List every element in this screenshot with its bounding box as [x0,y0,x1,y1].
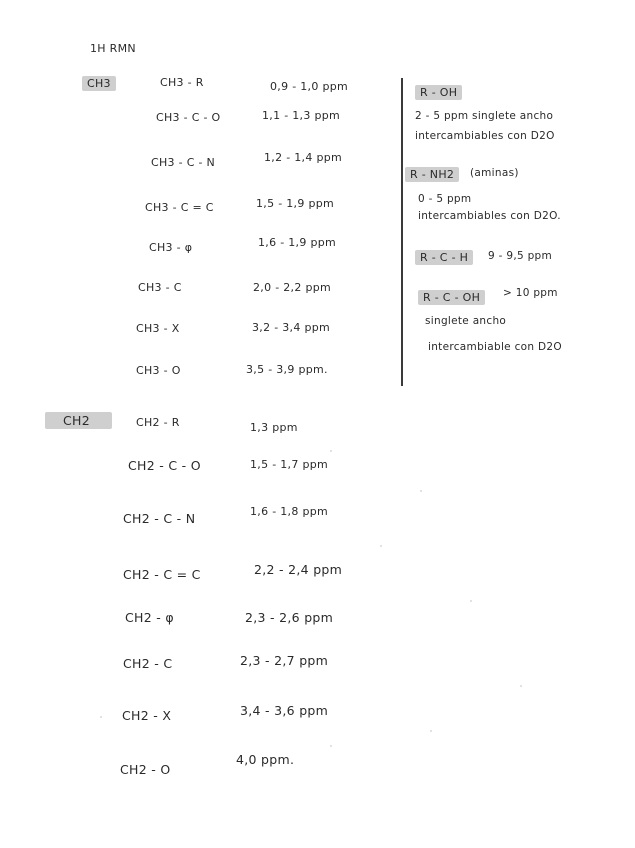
ch3-row-3-group: CH3 - C - N [151,156,216,169]
scan-speck [470,600,472,602]
ch3-row-3-range: 1,2 - 1,4 ppm [264,151,343,164]
ch3-row-8-group: CH3 - O [136,364,181,377]
ch2-row-6-group: CH2 - C [123,656,173,671]
ch3-row-1-group: CH3 - R [160,76,204,89]
ch2-row-5-range: 2,3 - 2,6 ppm [245,610,334,625]
ch2-row-3-group: CH2 - C - N [123,511,196,526]
scan-speck [380,545,382,547]
acid-line-1: singlete ancho [425,315,507,327]
column-divider [401,78,403,386]
ch2-row-3-range: 1,6 - 1,8 ppm [250,505,329,518]
rnh2-note: (aminas) [470,167,519,179]
acid-label: R - C - OH [418,290,485,305]
scan-speck [330,745,332,747]
ch2-row-4-range: 2,2 - 2,4 ppm [254,562,343,577]
ch3-row-2-range: 1,1 - 1,3 ppm [262,109,341,122]
ch2-row-4-group: CH2 - C = C [123,567,201,582]
ch2-row-2-group: CH2 - C - O [128,458,201,473]
ch3-row-7-group: CH3 - X [136,322,180,335]
ch3-row-8-range: 3,5 - 3,9 ppm. [246,363,328,376]
ch3-row-5-group: CH3 - φ [149,241,193,254]
ch3-row-4-group: CH3 - C = C [145,201,214,214]
rnh2-line-2: intercambiables con D2O. [418,210,561,222]
ch3-row-7-range: 3,2 - 3,4 ppm [252,321,331,334]
ch2-row-6-range: 2,3 - 2,7 ppm [240,653,329,668]
ch2-row-5-group: CH2 - φ [125,610,174,625]
roh-line-2: intercambiables con D2O [415,130,555,142]
ch3-row-4-range: 1,5 - 1,9 ppm [256,197,335,210]
ch3-section-label: CH3 [82,76,116,91]
rnh2-label: R - NH2 [405,167,459,182]
rnh2-line-1: 0 - 5 ppm [418,193,472,205]
aldehyde-range: 9 - 9,5 ppm [488,250,553,262]
ch3-row-6-group: CH3 - C [138,281,182,294]
scan-speck [100,716,102,718]
roh-label: R - OH [415,85,462,100]
ch2-row-8-range: 4,0 ppm. [236,752,295,767]
ch2-section-label: CH2 [45,412,112,429]
ch3-row-6-range: 2,0 - 2,2 ppm [253,281,332,294]
page-title: 1H RMN [90,42,136,55]
ch2-row-8-group: CH2 - O [120,762,171,777]
scan-speck [420,490,422,492]
ch2-row-2-range: 1,5 - 1,7 ppm [250,458,329,471]
aldehyde-label: R - C - H [415,250,473,265]
roh-line-1: 2 - 5 ppm singlete ancho [415,110,554,122]
ch3-row-1-range: 0,9 - 1,0 ppm [270,80,349,93]
ch3-row-5-range: 1,6 - 1,9 ppm [258,236,337,249]
scan-speck [520,685,522,687]
acid-line-2: intercambiable con D2O [428,341,562,353]
acid-range: > 10 ppm [503,287,558,299]
ch2-row-7-group: CH2 - X [122,708,172,723]
scan-speck [330,450,332,452]
ch2-row-1-range: 1,3 ppm [250,421,298,434]
ch2-row-7-range: 3,4 - 3,6 ppm [240,703,329,718]
scan-speck [430,730,432,732]
ch2-row-1-group: CH2 - R [136,416,180,429]
ch3-row-2-group: CH3 - C - O [156,111,221,124]
